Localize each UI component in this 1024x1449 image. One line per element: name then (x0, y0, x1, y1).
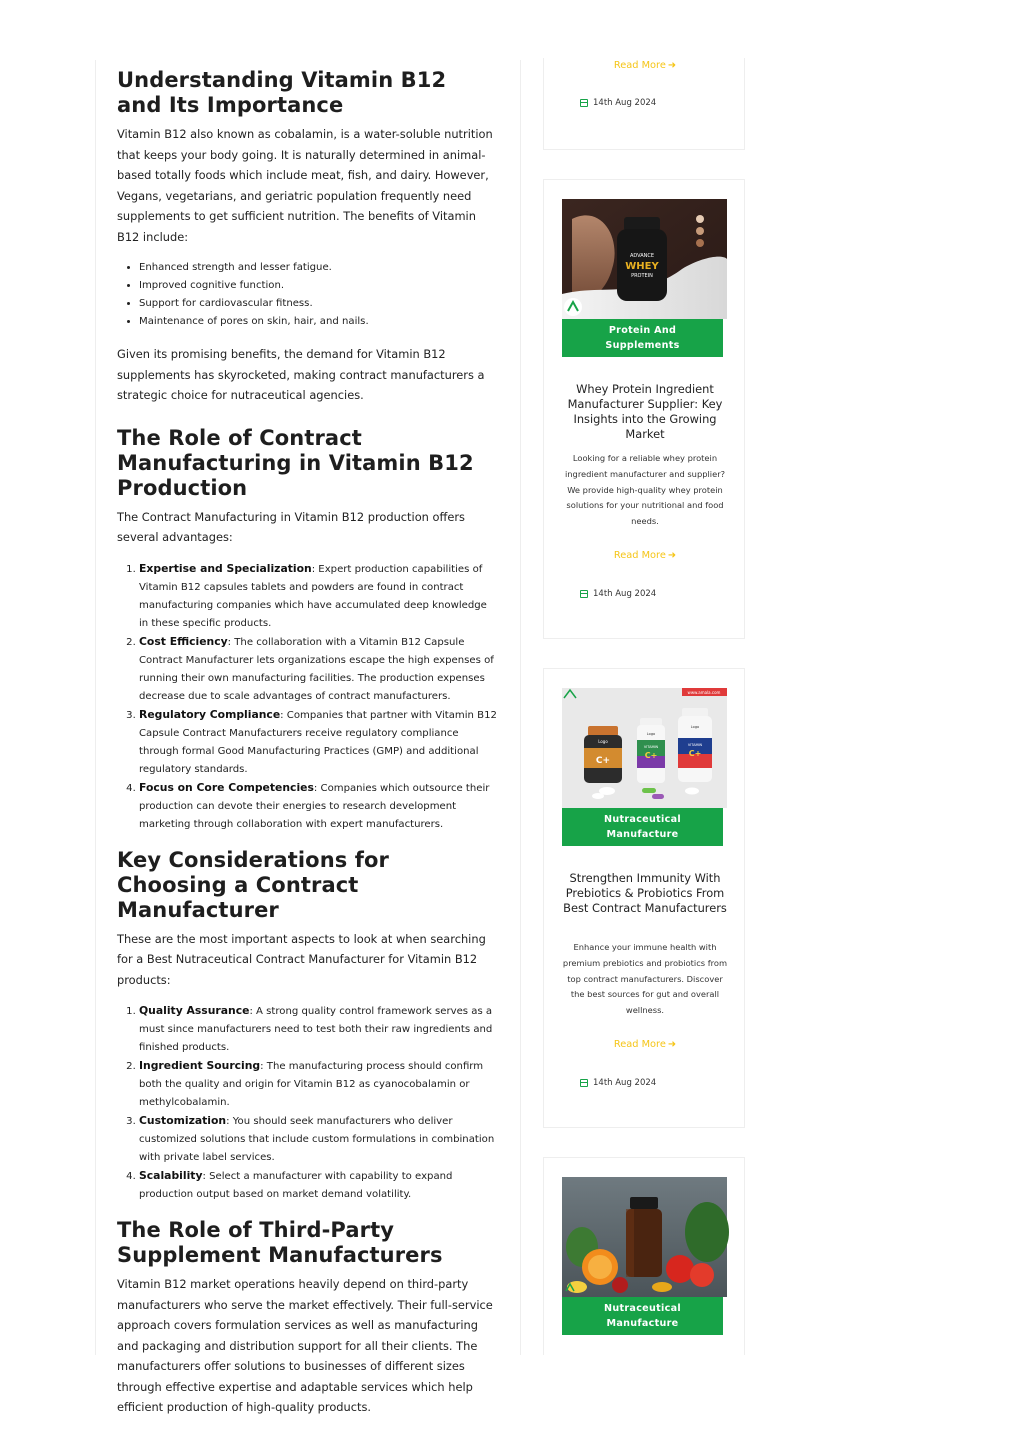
related-post-card (543, 58, 745, 150)
svg-text:PROTEIN: PROTEIN (631, 273, 653, 279)
article-content (95, 60, 521, 1414)
post-excerpt: Enhance your immune health with premium prebiotics and probiotics from top contract manufacturers. Discover the best sources for gut and overall wellness. (562, 942, 728, 1016)
heading-understanding-b12: Understanding Vitamin B12 and Its Importance (117, 68, 447, 117)
svg-text:WHEY: WHEY (625, 261, 659, 272)
heading-role-contract-manufacturing: The Role of Contract Manufacturing in Vitamin B12 Production (117, 425, 474, 500)
related-post-card[interactable] (543, 668, 745, 1128)
calendar-icon (580, 590, 588, 598)
post-date: 14th Aug 2024 (580, 1078, 656, 1088)
related-post-card[interactable] (543, 1157, 745, 1355)
fruits-and-bottle-image (562, 1177, 727, 1297)
paragraph-intro: Vitamin B12 also known as cobalamin, is a water-soluble nutrition that keeps your body going. It is naturally determined in animal-based totally foods which include meat, fish, and dairy. However, Vegans, vegetarians, and geriatric population frequently need supplements to get sufficient nutrition. The benefits of Vitamin B12 include: (117, 127, 493, 244)
svg-text:Logo: Logo (598, 739, 608, 744)
svg-text:ADVANCE: ADVANCE (629, 253, 655, 259)
category-badge[interactable]: Nutraceutical Manufacture (562, 808, 723, 846)
calendar-icon (580, 1079, 588, 1087)
considerations-list (117, 1002, 498, 1204)
paragraph-advantages-intro: The Contract Manufacturing in Vitamin B12 production offers several advantages: (117, 509, 465, 544)
post-date: 14th Aug 2024 (580, 589, 656, 599)
svg-text:Logo: Logo (646, 732, 656, 736)
svg-text:VITAMIN: VITAMIN (643, 745, 659, 749)
list-item: 1. Expertise and Specialization: Expert production capabilities of Vitamin B12 capsules tablets and powders are found in contract manufacturing companies which have accumulated deep knowledge in these specific products. (139, 560, 498, 633)
list-item: 2. Ingredient Sourcing: The manufacturing process should confirm both the quality and origin for Vitamin B12 as cyanocobalamin or methylcobalamin. (139, 1057, 498, 1112)
calendar-icon (580, 99, 588, 107)
post-excerpt: Looking for a reliable whey protein ingredient manufacturer and supplier? We provide high-quality whey protein solutions for your nutritional and food needs. (564, 453, 726, 527)
post-title[interactable]: Strengthen Immunity With Prebiotics & Probiotics From Best Contract Manufacturers (563, 871, 727, 915)
category-badge[interactable]: Protein And Supplements (562, 319, 723, 357)
category-badge[interactable]: Nutraceutical Manufacture (562, 1297, 723, 1335)
advantages-list (117, 560, 498, 834)
paragraph-third-party: Vitamin B12 market operations heavily depend on third-party manufacturers who serve the market effectively. Their full-service approach covers formulation services as well as manufacturing and packaging and distribution support for all their clients. The manufacturers offer solutions to businesses of different sizes through effective expertise and adaptable services which help efficient production of high-quality products. (117, 1277, 493, 1414)
arrow-right-icon: ➜ (667, 60, 677, 71)
post-date: 14th Aug 2024 (580, 98, 656, 108)
list-item: 1. Quality Assurance: A strong quality control framework serves as a must since manufacturers need to test both their raw ingredients and finished products. (139, 1002, 498, 1057)
list-item: 3. Customization: You should seek manufacturers who deliver customized solutions that include custom formulations in combination with private label services. (139, 1112, 498, 1167)
paragraph-considerations-intro: These are the most important aspects to look at when searching for a Best Nutraceutical Contract Manufacturer for Vitamin B12 products: (117, 931, 486, 987)
read-more-link[interactable]: Read More ➜ (613, 60, 677, 71)
arrow-right-icon: ➜ (667, 1039, 677, 1050)
list-item: • Improved cognitive function. (139, 277, 498, 295)
arrow-right-icon: ➜ (667, 550, 677, 561)
svg-text:Logo: Logo (690, 725, 700, 729)
post-thumbnail[interactable] (562, 199, 727, 319)
list-item: • Support for cardiovascular fitness. (139, 295, 498, 313)
post-thumbnail[interactable] (562, 1177, 727, 1297)
list-item: 3. Regulatory Compliance: Companies that partner with Vitamin B12 Capsule Contract Manufacturers receive regulatory compliance through formal Good Manufacturing Practices (GMP) and additional regulatory standards. (139, 706, 498, 779)
paragraph-demand: Given its promising benefits, the demand for Vitamin B12 supplements has skyrocketed, making contract manufacturers a strategic choice for nutraceutical agencies. (117, 347, 485, 402)
read-more-link[interactable]: Read More ➜ (613, 1039, 677, 1050)
heading-key-considerations: Key Considerations for Choosing a Contract Manufacturer (117, 847, 389, 922)
list-item: 4. Scalability: Select a manufacturer with capability to expand production output based on market demand volatility. (139, 1167, 498, 1204)
svg-text:C+: C+ (644, 751, 658, 760)
post-title[interactable]: Whey Protein Ingredient Manufacturer Supplier: Key Insights into the Growing Market (567, 382, 723, 441)
svg-text:www.amala.com: www.amala.com (687, 690, 721, 695)
svg-text:C+: C+ (688, 749, 702, 758)
svg-text:C+: C+ (595, 756, 611, 766)
list-item: 4. Focus on Core Competencies: Companies which outsource their production can devote their energies to research development marketing through collaboration with expert manufacturers. (139, 779, 498, 834)
list-item: 2. Cost Efficiency: The collaboration with a Vitamin B12 Capsule Contract Manufacturer lets organizations escape the high expenses of running their own manufacturing facilities. The production expenses decrease due to scale advantages of contract manufacturers. (139, 633, 498, 706)
list-item: • Enhanced strength and lesser fatigue. (139, 259, 498, 277)
benefits-list (117, 259, 498, 331)
read-more-link[interactable]: Read More ➜ (613, 550, 677, 561)
post-thumbnail[interactable] (562, 688, 727, 808)
vitamin-c-bottles-image (562, 688, 727, 808)
svg-text:VITAMIN: VITAMIN (687, 743, 703, 747)
related-post-card[interactable] (543, 179, 745, 639)
whey-protein-image (562, 199, 727, 319)
heading-third-party-manufacturers: The Role of Third-Party Supplement Manufacturers (117, 1218, 443, 1267)
list-item: • Maintenance of pores on skin, hair, and nails. (139, 313, 498, 331)
